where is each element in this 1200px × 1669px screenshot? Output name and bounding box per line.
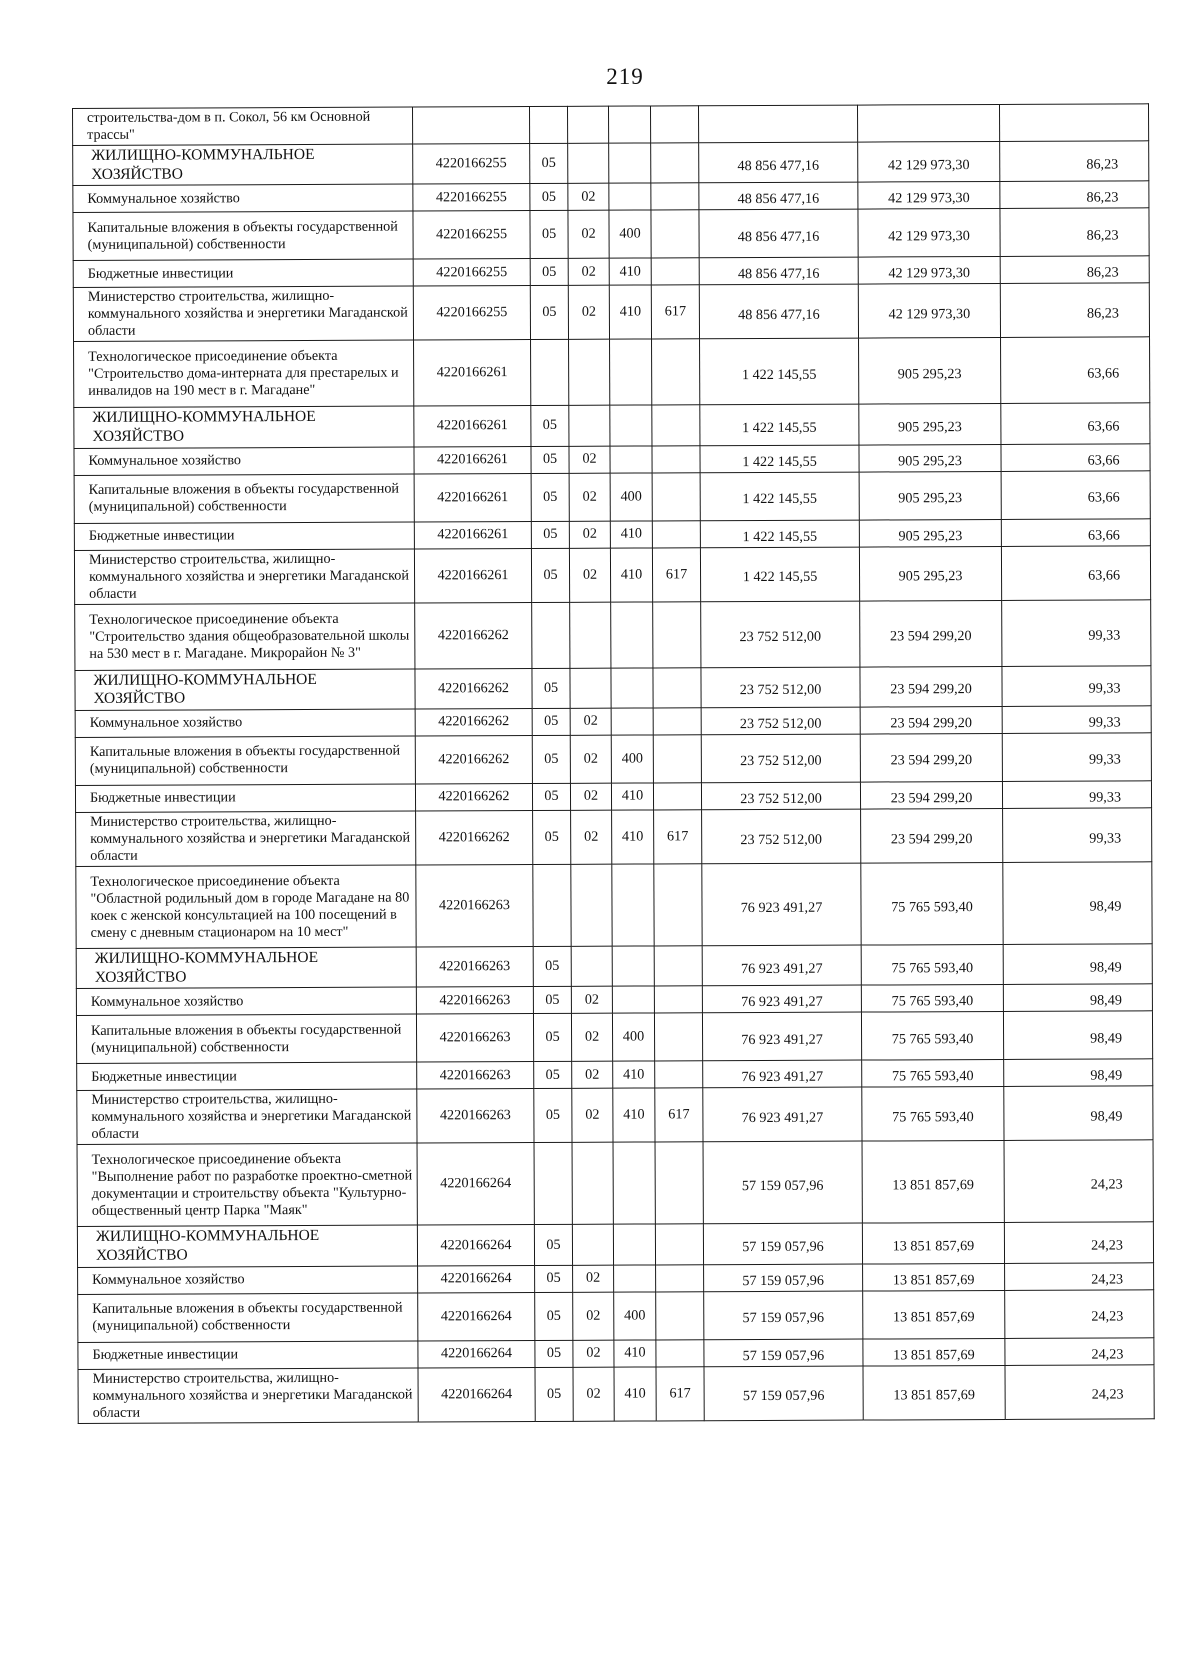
table-row (77, 1140, 1153, 1227)
row-plan-amount: 23 752 512,00 (701, 782, 860, 810)
row-grbs (653, 602, 701, 668)
row-code: 4220166263 (417, 1062, 534, 1090)
row-razdel: 05 (531, 446, 569, 473)
row-name: Коммунальное хозяйство (78, 1266, 418, 1295)
table-row (75, 600, 1151, 671)
row-vid-rashodov (614, 1265, 656, 1292)
row-podrazdel (568, 143, 609, 183)
table-row (76, 1011, 1152, 1064)
row-vid-rashodov: 410 (609, 285, 651, 339)
row-vid-rashodov: 410 (613, 1061, 655, 1088)
row-grbs (654, 986, 702, 1013)
table-row (73, 208, 1149, 261)
row-grbs (651, 210, 699, 258)
row-fact-amount: 905 295,23 (859, 546, 1001, 601)
row-percent: 24,23 (1004, 1140, 1153, 1223)
row-percent: 24,23 (1005, 1337, 1154, 1365)
row-razdel: 05 (533, 810, 571, 864)
row-code: 4220166261 (414, 473, 531, 522)
row-percent: 86,23 (1000, 141, 1149, 182)
row-grbs (650, 106, 698, 143)
row-percent: 63,66 (1001, 470, 1150, 519)
row-plan-amount (698, 105, 857, 143)
row-plan-amount: 23 752 512,00 (701, 734, 860, 783)
row-name: Министерство строительства, жилищно-коммунального хозяйства и энергетики Магаданской области (78, 1368, 418, 1424)
row-podrazdel: 02 (570, 708, 611, 735)
row-name: Коммунальное хозяйство (73, 184, 413, 213)
row-razdel (529, 106, 567, 143)
row-name: Бюджетные инвестиции (77, 1062, 417, 1091)
row-podrazdel: 02 (568, 210, 609, 258)
row-vid-rashodov: 400 (614, 1292, 656, 1340)
row-grbs (656, 1291, 704, 1339)
row-razdel (534, 1143, 572, 1225)
row-name: Бюджетные инвестиции (74, 522, 414, 551)
row-plan-amount: 1 422 145,55 (700, 338, 859, 405)
row-code: 4220166264 (418, 1367, 535, 1422)
row-name: Технологическое присоединение объекта "Областной родильный дом в городе Магадане на 80 коек с женской консультацией на 100 посещений в смену с дневным стационаром на 10 мест" (76, 865, 416, 948)
row-podrazdel: 02 (570, 735, 611, 783)
row-plan-amount: 1 422 145,55 (700, 472, 859, 521)
table-row (76, 862, 1152, 949)
row-razdel: 05 (534, 1225, 572, 1265)
row-razdel: 05 (535, 1292, 573, 1340)
row-razdel: 05 (531, 406, 569, 446)
row-grbs (651, 258, 699, 285)
row-fact-amount: 905 295,23 (859, 444, 1001, 472)
row-grbs (653, 783, 701, 810)
row-name: ЖИЛИЩНО-КОММУНАЛЬНОЕ ХОЗЯЙСТВО (75, 669, 415, 711)
row-grbs (652, 445, 700, 472)
row-plan-amount: 76 923 491,27 (702, 863, 861, 946)
row-name: Бюджетные инвестиции (73, 259, 413, 288)
row-fact-amount: 75 765 593,40 (861, 863, 1003, 946)
row-code: 4220166263 (416, 1014, 533, 1063)
row-grbs: 617 (651, 285, 699, 339)
row-razdel: 05 (531, 473, 569, 521)
row-grbs (652, 339, 700, 405)
row-podrazdel (570, 668, 611, 708)
row-fact-amount: 75 765 593,40 (861, 985, 1003, 1013)
row-percent: 24,23 (1005, 1289, 1154, 1338)
row-razdel: 05 (534, 1062, 572, 1089)
row-grbs (652, 520, 700, 547)
row-code: 4220166262 (416, 810, 533, 865)
row-plan-amount: 23 752 512,00 (702, 809, 861, 864)
row-name: Бюджетные инвестиции (78, 1341, 418, 1370)
table-row (76, 808, 1152, 867)
row-vid-rashodov: 410 (610, 548, 652, 602)
row-name: Министерство строительства, жилищно-коммунального хозяйства и энергетики Магаданской области (74, 549, 414, 605)
row-vid-rashodov (609, 143, 651, 183)
row-percent: 24,23 (1005, 1364, 1154, 1419)
row-vid-rashodov (608, 106, 650, 143)
row-fact-amount: 23 594 299,20 (860, 733, 1002, 782)
row-name: Капитальные вложения в объекты государственной (муниципальной) собственности (75, 736, 415, 785)
row-plan-amount: 1 422 145,55 (700, 404, 859, 445)
row-grbs (654, 864, 702, 946)
row-fact-amount: 42 129 973,30 (858, 257, 1000, 285)
table-row (78, 1364, 1154, 1423)
row-fact-amount: 42 129 973,30 (858, 209, 1000, 258)
row-razdel: 05 (535, 1265, 573, 1292)
table-row (77, 1222, 1153, 1267)
row-razdel: 05 (532, 735, 570, 783)
row-grbs (653, 668, 701, 708)
row-grbs (652, 405, 700, 445)
row-razdel: 05 (535, 1340, 573, 1367)
row-code: 4220166255 (413, 286, 530, 341)
row-code: 4220166261 (414, 446, 531, 474)
row-grbs: 617 (656, 1366, 704, 1420)
row-razdel: 05 (533, 1014, 571, 1062)
table-row (77, 1086, 1153, 1145)
row-code: 4220166263 (417, 1089, 534, 1144)
row-plan-amount: 23 752 512,00 (701, 601, 860, 668)
row-code: 4220166261 (414, 521, 531, 549)
row-plan-amount: 76 923 491,27 (703, 1087, 862, 1142)
table-row (74, 545, 1150, 604)
row-name: ЖИЛИЩНО-КОММУНАЛЬНОЕ ХОЗЯЙСТВО (77, 1225, 417, 1267)
row-plan-amount: 57 159 057,96 (704, 1291, 863, 1340)
row-code: 4220166263 (416, 865, 533, 948)
row-podrazdel (569, 340, 610, 406)
row-name: Министерство строительства, жилищно-коммунального хозяйства и энергетики Магаданской области (73, 286, 413, 342)
row-name: Капитальные вложения в объекты государственной (муниципальной) собственности (76, 1014, 416, 1063)
row-percent: 86,23 (1000, 283, 1149, 338)
row-fact-amount (857, 104, 999, 142)
row-plan-amount: 57 159 057,96 (704, 1264, 863, 1292)
page-number: 219 (606, 64, 644, 89)
row-code: 4220166261 (414, 548, 531, 603)
row-plan-amount: 76 923 491,27 (702, 945, 861, 986)
row-plan-amount: 48 856 477,16 (699, 284, 858, 339)
table-row (73, 141, 1149, 186)
row-podrazdel (569, 406, 610, 446)
row-code: 4220166255 (413, 184, 530, 212)
row-code: 4220166264 (417, 1143, 534, 1226)
budget-table (72, 103, 1155, 1423)
row-name: строительства-дом в п. Сокол, 56 км Основной трассы" (73, 107, 413, 146)
row-grbs (655, 1061, 703, 1088)
row-grbs (651, 183, 699, 210)
row-podrazdel: 02 (569, 521, 610, 548)
row-vid-rashodov (612, 986, 654, 1013)
row-code: 4220166255 (413, 144, 530, 185)
row-vid-rashodov: 400 (612, 1013, 654, 1061)
row-percent: 98,49 (1004, 1086, 1153, 1141)
row-vid-rashodov: 410 (610, 521, 652, 548)
row-razdel: 05 (533, 987, 571, 1014)
row-percent: 63,66 (1001, 443, 1150, 471)
row-podrazdel: 02 (572, 1061, 613, 1088)
row-fact-amount: 13 851 857,69 (863, 1263, 1005, 1291)
row-fact-amount: 23 594 299,20 (860, 781, 1002, 809)
row-plan-amount: 57 159 057,96 (703, 1142, 862, 1225)
row-code: 4220166263 (416, 947, 533, 988)
row-fact-amount: 905 295,23 (859, 338, 1001, 405)
row-fact-amount: 42 129 973,30 (858, 142, 1000, 183)
row-fact-amount: 75 765 593,40 (862, 1087, 1004, 1142)
table-row (73, 104, 1149, 146)
row-razdel (532, 602, 570, 668)
row-grbs (653, 708, 701, 735)
row-name: ЖИЛИЩНО-КОММУНАЛЬНОЕ ХОЗЯЙСТВО (76, 947, 416, 989)
table-row (78, 1289, 1154, 1342)
row-razdel: 05 (530, 184, 568, 211)
row-name: ЖИЛИЩНО-КОММУНАЛЬНОЕ ХОЗЯЙСТВО (73, 144, 413, 186)
row-grbs (654, 1013, 702, 1061)
row-razdel: 05 (535, 1367, 573, 1421)
row-fact-amount: 42 129 973,30 (858, 182, 1000, 210)
row-name: Капитальные вложения в объекты государственной (муниципальной) собственности (74, 474, 414, 523)
row-percent: 63,66 (1001, 545, 1150, 600)
row-plan-amount: 23 752 512,00 (701, 667, 860, 708)
row-podrazdel (570, 602, 611, 668)
row-vid-rashodov: 410 (614, 1367, 656, 1421)
row-fact-amount: 23 594 299,20 (861, 808, 1003, 863)
row-fact-amount: 13 851 857,69 (862, 1141, 1004, 1224)
row-plan-amount: 57 159 057,96 (704, 1366, 863, 1421)
row-vid-rashodov: 410 (614, 1340, 656, 1367)
row-percent: 63,66 (1001, 337, 1150, 404)
row-vid-rashodov (610, 339, 652, 405)
table-body (73, 104, 1155, 1423)
row-name: ЖИЛИЩНО-КОММУНАЛЬНОЕ ХОЗЯЙСТВО (74, 406, 414, 448)
row-plan-amount: 48 856 477,16 (699, 209, 858, 258)
row-fact-amount: 23 594 299,20 (860, 666, 1002, 707)
row-name: Капитальные вложения в объекты государственной (муниципальной) собственности (73, 211, 413, 260)
row-podrazdel: 02 (573, 1265, 614, 1292)
row-podrazdel: 02 (568, 258, 609, 285)
row-grbs (654, 946, 702, 986)
row-vid-rashodov: 400 (610, 473, 652, 521)
row-code: 4220166262 (415, 708, 532, 736)
row-name: Коммунальное хозяйство (75, 709, 415, 738)
row-razdel (533, 864, 571, 946)
row-vid-rashodov: 410 (613, 1088, 655, 1142)
row-razdel: 05 (534, 1089, 572, 1143)
row-podrazdel (572, 1143, 613, 1225)
row-code: 4220166255 (413, 211, 530, 260)
row-podrazdel: 02 (573, 1292, 614, 1340)
row-vid-rashodov: 400 (611, 735, 653, 783)
row-percent: 98,49 (1003, 984, 1152, 1012)
row-code: 4220166262 (415, 668, 532, 709)
row-code: 4220166264 (418, 1265, 535, 1293)
row-plan-amount: 76 923 491,27 (703, 1060, 862, 1088)
row-podrazdel: 02 (572, 1088, 613, 1142)
row-name: Технологическое присоединение объекта "Выполнение работ по разработке проектно-сметной документации и строительству объекта "Культурно-общественный центр Парка "Маяк" (77, 1143, 417, 1226)
row-vid-rashodov (612, 864, 654, 946)
row-code: 4220166264 (418, 1292, 535, 1341)
row-podrazdel: 02 (570, 783, 611, 810)
row-vid-rashodov (611, 668, 653, 708)
row-razdel: 05 (530, 211, 568, 259)
row-vid-rashodov (610, 405, 652, 445)
table-row (75, 666, 1151, 711)
row-fact-amount: 23 594 299,20 (860, 600, 1002, 667)
row-code: 4220166262 (415, 735, 532, 784)
row-plan-amount: 1 422 145,55 (700, 445, 859, 473)
row-name: Бюджетные инвестиции (75, 784, 415, 813)
row-razdel: 05 (530, 143, 568, 183)
row-code: 4220166261 (414, 406, 531, 447)
row-grbs (651, 143, 699, 183)
row-code: 4220166264 (418, 1340, 535, 1368)
row-percent: 24,23 (1004, 1222, 1153, 1263)
row-plan-amount: 23 752 512,00 (701, 707, 860, 735)
row-razdel: 05 (532, 668, 570, 708)
row-vid-rashodov (612, 946, 654, 986)
row-percent: 99,33 (1002, 706, 1151, 734)
row-vid-rashodov (610, 446, 652, 473)
row-code: 4220166262 (415, 602, 532, 669)
row-plan-amount: 48 856 477,16 (699, 257, 858, 285)
row-percent: 98,49 (1003, 862, 1152, 945)
row-fact-amount: 905 295,23 (859, 471, 1001, 520)
row-podrazdel (571, 864, 612, 946)
row-plan-amount: 57 159 057,96 (704, 1339, 863, 1367)
row-podrazdel: 02 (571, 1013, 612, 1061)
row-code: 4220166261 (414, 340, 531, 407)
row-razdel: 05 (532, 708, 570, 735)
table-row (75, 733, 1151, 786)
row-code (412, 107, 529, 145)
row-fact-amount: 42 129 973,30 (858, 284, 1000, 339)
row-fact-amount: 75 765 593,40 (862, 1060, 1004, 1088)
row-vid-rashodov (613, 1224, 655, 1264)
row-fact-amount: 13 851 857,69 (863, 1365, 1005, 1420)
row-percent: 99,33 (1002, 781, 1151, 809)
row-vid-rashodov: 410 (612, 810, 654, 864)
row-plan-amount: 48 856 477,16 (699, 142, 858, 183)
table-row (76, 944, 1152, 989)
row-vid-rashodov: 410 (609, 258, 651, 285)
row-fact-amount: 23 594 299,20 (860, 706, 1002, 734)
row-grbs (653, 735, 701, 783)
row-name: Технологическое присоединение объекта "Строительство дома-интерната для престарелых и инвалидов на 190 мест в г. Магадане" (74, 340, 414, 407)
row-podrazdel: 02 (569, 473, 610, 521)
row-vid-rashodov: 400 (609, 210, 651, 258)
row-vid-rashodov (611, 708, 653, 735)
row-plan-amount: 48 856 477,16 (699, 182, 858, 210)
row-razdel: 05 (532, 783, 570, 810)
row-plan-amount: 76 923 491,27 (702, 985, 861, 1013)
row-vid-rashodov (609, 183, 651, 210)
row-code: 4220166264 (417, 1225, 534, 1266)
row-plan-amount: 57 159 057,96 (703, 1223, 862, 1264)
row-plan-amount: 1 422 145,55 (700, 547, 859, 602)
row-grbs (656, 1339, 704, 1366)
row-grbs: 617 (655, 1088, 703, 1142)
row-podrazdel: 02 (569, 446, 610, 473)
row-razdel: 05 (530, 286, 568, 340)
row-vid-rashodov (613, 1142, 655, 1224)
row-name: Коммунальное хозяйство (74, 447, 414, 476)
row-razdel: 05 (533, 946, 571, 986)
row-podrazdel: 02 (573, 1340, 614, 1367)
row-podrazdel (571, 946, 612, 986)
row-percent: 98,49 (1004, 1059, 1153, 1087)
row-name: Министерство строительства, жилищно-коммунального хозяйства и энергетики Магаданской области (77, 1089, 417, 1145)
row-fact-amount: 13 851 857,69 (863, 1290, 1005, 1339)
row-podrazdel: 02 (573, 1367, 614, 1421)
row-code: 4220166262 (415, 783, 532, 811)
row-percent: 86,23 (1000, 181, 1149, 209)
row-podrazdel (572, 1225, 613, 1265)
row-razdel: 05 (530, 259, 568, 286)
row-percent: 99,33 (1002, 600, 1151, 667)
row-razdel (531, 340, 569, 406)
row-podrazdel: 02 (571, 986, 612, 1013)
row-grbs (656, 1264, 704, 1291)
row-vid-rashodov: 410 (611, 783, 653, 810)
row-percent: 63,66 (1001, 518, 1150, 546)
row-percent: 98,49 (1003, 1011, 1152, 1060)
row-fact-amount: 75 765 593,40 (861, 1012, 1003, 1061)
row-percent: 86,23 (1000, 208, 1149, 257)
row-name: Технологическое присоединение объекта "Строительство здания общеобразовательной школы на 530 мест в г. Магадане. Микрорайон № 3" (75, 603, 415, 670)
row-code: 4220166263 (416, 987, 533, 1015)
row-podrazdel (567, 106, 608, 143)
row-fact-amount: 13 851 857,69 (863, 1338, 1005, 1366)
row-grbs (655, 1224, 703, 1264)
row-percent: 63,66 (1001, 403, 1150, 444)
row-code: 4220166255 (413, 259, 530, 287)
row-grbs (655, 1142, 703, 1224)
row-plan-amount: 76 923 491,27 (702, 1012, 861, 1061)
row-vid-rashodov (611, 602, 653, 668)
table-row (74, 337, 1150, 408)
row-percent: 24,23 (1005, 1262, 1154, 1290)
row-percent: 99,33 (1003, 808, 1152, 863)
table-row (74, 470, 1150, 523)
row-percent: 98,49 (1003, 944, 1152, 985)
row-percent (999, 104, 1148, 142)
row-fact-amount: 905 295,23 (859, 519, 1001, 547)
table-row (74, 403, 1150, 448)
row-podrazdel: 02 (568, 285, 609, 339)
row-razdel: 05 (531, 548, 569, 602)
row-grbs: 617 (654, 810, 702, 864)
row-name: Министерство строительства, жилищно-коммунального хозяйства и энергетики Магаданской области (76, 811, 416, 867)
row-percent: 86,23 (1000, 256, 1149, 284)
row-fact-amount: 75 765 593,40 (861, 945, 1003, 986)
row-podrazdel: 02 (568, 183, 609, 210)
table-row (73, 283, 1149, 342)
row-name: Коммунальное хозяйство (76, 987, 416, 1016)
row-podrazdel: 02 (569, 548, 610, 602)
row-razdel: 05 (531, 521, 569, 548)
row-fact-amount: 13 851 857,69 (862, 1223, 1004, 1264)
row-name: Капитальные вложения в объекты государственной (муниципальной) собственности (78, 1293, 418, 1342)
row-fact-amount: 905 295,23 (859, 404, 1001, 445)
row-grbs (652, 472, 700, 520)
row-grbs: 617 (652, 547, 700, 601)
row-percent: 99,33 (1002, 666, 1151, 707)
row-podrazdel: 02 (571, 810, 612, 864)
row-percent: 99,33 (1002, 733, 1151, 782)
row-plan-amount: 1 422 145,55 (700, 520, 859, 548)
